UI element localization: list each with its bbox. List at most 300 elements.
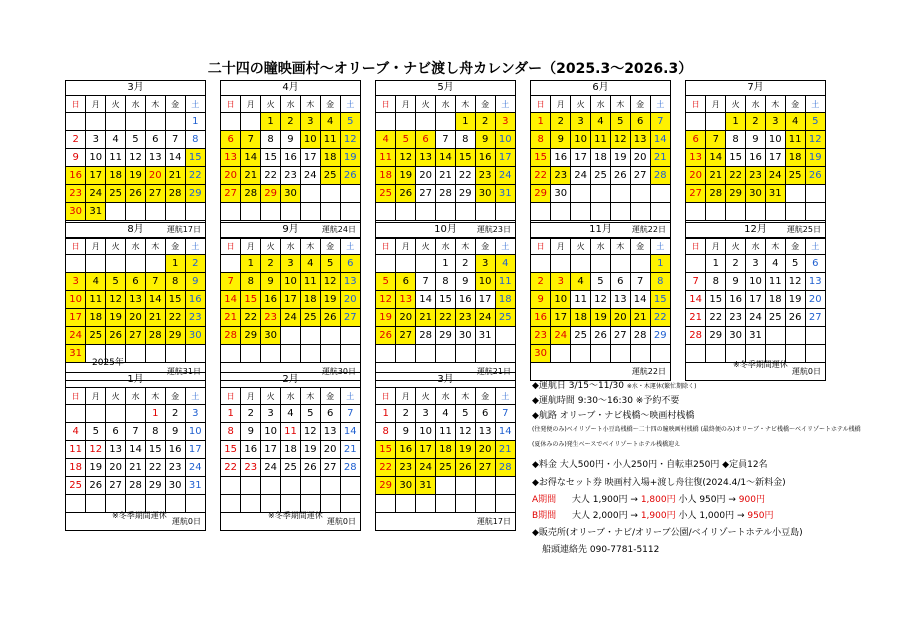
day-cell: 9	[726, 273, 746, 291]
weekday-header: 土	[340, 238, 360, 255]
day-cell	[475, 495, 495, 513]
info-fare: ◆料金 大人500円・小人250円・自転車250円 ◆定員12名	[532, 460, 768, 470]
day-cell	[630, 255, 650, 273]
day-cell: 11	[106, 149, 126, 167]
month-calendar	[685, 80, 826, 239]
weekday-header: 金	[320, 388, 340, 405]
day-cell: 16	[66, 167, 86, 185]
day-cell: 15	[726, 149, 746, 167]
weekday-header: 土	[495, 96, 515, 113]
period-a-child-old: 小人 950円 →	[678, 495, 739, 505]
day-cell: 4	[591, 113, 611, 131]
week-row	[221, 327, 360, 345]
day-cell: 9	[165, 423, 185, 441]
weekday-header: 木	[455, 388, 475, 405]
day-cell	[261, 345, 281, 363]
week-row	[376, 459, 515, 477]
day-cell	[591, 345, 611, 363]
week-row	[531, 167, 670, 185]
operating-days-count: 運航0日	[171, 517, 201, 526]
weekday-header: 水	[281, 238, 301, 255]
operating-days-count: 運航30日	[321, 367, 356, 376]
day-cell	[746, 203, 766, 221]
day-cell: 14	[340, 423, 360, 441]
month-header: 2月	[221, 373, 360, 388]
weekday-header: 月	[551, 238, 571, 255]
day-cell	[706, 203, 726, 221]
day-cell: 21	[241, 167, 261, 185]
week-row	[376, 291, 515, 309]
day-cell: 14	[686, 291, 706, 309]
day-cell	[610, 345, 630, 363]
week-row	[531, 131, 670, 149]
day-cell: 16	[261, 291, 281, 309]
day-cell	[106, 203, 126, 221]
day-cell: 30	[281, 185, 301, 203]
info-set-ticket: ◆お得なセット券 映画村入場+渡し舟往復(2024.4/1〜新料金)	[532, 478, 786, 488]
day-cell: 25	[785, 167, 805, 185]
day-cell	[551, 203, 571, 221]
day-cell: 27	[126, 327, 146, 345]
day-cell: 27	[320, 459, 340, 477]
day-cell	[591, 185, 611, 203]
info-hours: ◆運航時間 9:30〜16:30 ※予約不要	[532, 396, 680, 406]
day-cell: 24	[261, 459, 281, 477]
weekday-header: 土	[495, 238, 515, 255]
day-cell	[241, 345, 261, 363]
day-cell: 20	[396, 309, 416, 327]
day-cell	[126, 203, 146, 221]
weekday-header: 月	[86, 238, 106, 255]
day-cell: 19	[805, 149, 825, 167]
month-calendar	[685, 222, 826, 381]
day-cell: 21	[416, 309, 436, 327]
day-cell: 27	[396, 327, 416, 345]
day-cell: 12	[86, 441, 106, 459]
day-cell: 14	[165, 149, 185, 167]
day-cell: 4	[785, 113, 805, 131]
day-cell: 25	[436, 459, 456, 477]
day-cell: 4	[106, 131, 126, 149]
day-cell: 10	[495, 131, 515, 149]
month-calendar	[65, 372, 206, 531]
day-cell	[86, 113, 106, 131]
week-row	[221, 167, 360, 185]
weekday-header: 日	[66, 238, 86, 255]
day-cell	[591, 255, 611, 273]
day-cell: 12	[805, 131, 825, 149]
weekday-header: 土	[650, 96, 670, 113]
day-cell: 20	[610, 309, 630, 327]
week-row	[221, 459, 360, 477]
day-cell	[376, 495, 396, 513]
weekday-header: 日	[686, 96, 706, 113]
day-cell: 28	[416, 327, 436, 345]
day-cell: 16	[185, 291, 205, 309]
day-cell: 14	[221, 291, 241, 309]
day-cell: 14	[495, 423, 515, 441]
day-cell: 23	[531, 327, 551, 345]
day-cell: 11	[785, 131, 805, 149]
day-cell: 15	[185, 149, 205, 167]
weekday-header: 水	[746, 96, 766, 113]
day-cell: 7	[686, 273, 706, 291]
week-row	[66, 273, 205, 291]
day-cell: 21	[145, 309, 165, 327]
day-cell: 26	[805, 167, 825, 185]
day-cell: 21	[706, 167, 726, 185]
day-cell: 11	[300, 273, 320, 291]
day-cell: 8	[650, 273, 670, 291]
day-cell: 23	[396, 459, 416, 477]
month-header: 9月	[221, 223, 360, 238]
weekday-header: 金	[165, 388, 185, 405]
day-cell: 27	[805, 309, 825, 327]
day-cell	[765, 203, 785, 221]
day-cell: 10	[66, 291, 86, 309]
period-b-label: B期間	[532, 511, 557, 521]
day-cell: 23	[726, 309, 746, 327]
weekday-header: 水	[591, 96, 611, 113]
week-row	[66, 185, 205, 203]
week-row	[66, 327, 205, 345]
week-row	[376, 327, 515, 345]
day-cell: 1	[650, 255, 670, 273]
day-cell	[376, 255, 396, 273]
weekday-header: 月	[551, 96, 571, 113]
day-cell: 13	[126, 291, 146, 309]
day-cell: 4	[495, 255, 515, 273]
day-cell: 15	[455, 149, 475, 167]
day-cell: 29	[706, 327, 726, 345]
week-row	[66, 131, 205, 149]
day-cell: 20	[630, 149, 650, 167]
day-cell: 13	[475, 423, 495, 441]
day-cell: 25	[300, 309, 320, 327]
month-header: 10月	[376, 223, 515, 238]
weekday-header: 火	[416, 96, 436, 113]
day-cell: 28	[221, 327, 241, 345]
day-cell	[221, 495, 241, 513]
day-cell	[785, 327, 805, 345]
day-cell	[145, 345, 165, 363]
day-cell: 3	[571, 113, 591, 131]
day-cell: 1	[185, 113, 205, 131]
day-cell: 15	[261, 149, 281, 167]
day-cell: 14	[126, 441, 146, 459]
day-cell: 9	[746, 131, 766, 149]
day-cell	[126, 255, 146, 273]
week-row	[686, 131, 825, 149]
day-cell: 5	[455, 405, 475, 423]
day-cell: 11	[376, 149, 396, 167]
weekday-header: 土	[650, 238, 670, 255]
day-cell: 26	[591, 327, 611, 345]
day-cell: 18	[106, 167, 126, 185]
week-row	[686, 273, 825, 291]
day-cell: 7	[630, 273, 650, 291]
day-cell: 18	[571, 309, 591, 327]
week-row	[66, 441, 205, 459]
day-cell: 28	[706, 185, 726, 203]
day-cell	[785, 345, 805, 363]
day-cell: 5	[785, 255, 805, 273]
week-row	[221, 203, 360, 221]
day-cell: 24	[551, 327, 571, 345]
week-row	[221, 149, 360, 167]
day-cell: 9	[455, 273, 475, 291]
month-calendar	[220, 372, 361, 531]
day-cell: 15	[165, 291, 185, 309]
day-cell: 1	[436, 255, 456, 273]
day-cell	[571, 185, 591, 203]
day-cell	[340, 203, 360, 221]
day-cell: 4	[376, 131, 396, 149]
week-row	[531, 255, 670, 273]
week-row	[686, 309, 825, 327]
day-cell: 26	[376, 327, 396, 345]
day-cell: 4	[571, 273, 591, 291]
weekday-header: 火	[571, 238, 591, 255]
day-cell: 24	[495, 167, 515, 185]
day-cell: 25	[106, 185, 126, 203]
week-row	[221, 441, 360, 459]
day-cell: 7	[221, 273, 241, 291]
day-cell: 6	[106, 423, 126, 441]
day-cell: 22	[531, 167, 551, 185]
weekday-header: 金	[475, 238, 495, 255]
day-cell: 30	[475, 185, 495, 203]
day-cell: 29	[531, 185, 551, 203]
weekday-header: 月	[706, 238, 726, 255]
weekday-header: 日	[531, 238, 551, 255]
day-cell: 9	[551, 131, 571, 149]
day-cell	[571, 203, 591, 221]
weekday-header: 土	[185, 96, 205, 113]
week-row	[221, 309, 360, 327]
day-cell: 8	[455, 131, 475, 149]
day-cell: 7	[145, 273, 165, 291]
day-cell	[610, 185, 630, 203]
day-cell: 4	[436, 405, 456, 423]
week-row	[221, 113, 360, 131]
day-cell	[320, 345, 340, 363]
day-cell: 22	[376, 459, 396, 477]
day-cell	[281, 477, 301, 495]
day-cell: 1	[455, 113, 475, 131]
weekday-header: 土	[805, 96, 825, 113]
day-cell	[185, 345, 205, 363]
day-cell: 2	[551, 113, 571, 131]
day-cell: 21	[630, 309, 650, 327]
day-cell: 28	[340, 459, 360, 477]
day-cell: 17	[300, 149, 320, 167]
day-cell: 17	[185, 441, 205, 459]
day-cell	[495, 477, 515, 495]
day-cell: 19	[455, 441, 475, 459]
weekday-header: 金	[320, 238, 340, 255]
period-b-adult-old: 大人 2,000円 →	[571, 511, 641, 521]
day-cell: 25	[376, 185, 396, 203]
week-row	[376, 185, 515, 203]
day-cell: 29	[376, 477, 396, 495]
day-cell	[185, 495, 205, 513]
day-cell	[165, 495, 185, 513]
day-cell: 2	[241, 405, 261, 423]
week-row	[376, 131, 515, 149]
day-cell: 26	[396, 185, 416, 203]
period-b-adult-new: 1,900円	[640, 511, 676, 521]
week-row	[376, 273, 515, 291]
day-cell: 19	[340, 149, 360, 167]
day-cell: 1	[531, 113, 551, 131]
day-cell: 25	[765, 309, 785, 327]
day-cell	[300, 477, 320, 495]
day-cell: 20	[805, 291, 825, 309]
day-cell: 6	[610, 273, 630, 291]
day-cell: 8	[241, 273, 261, 291]
day-cell: 8	[165, 273, 185, 291]
page-title: 二十四の瞳映画村〜オリーブ・ナビ渡し舟カレンダー（2025.3〜2026.3）	[207, 61, 693, 77]
day-cell: 16	[455, 291, 475, 309]
weekday-header: 金	[630, 96, 650, 113]
day-cell: 3	[86, 131, 106, 149]
day-cell	[320, 477, 340, 495]
day-cell: 28	[686, 327, 706, 345]
day-cell	[630, 185, 650, 203]
weekday-header: 日	[376, 238, 396, 255]
day-cell: 13	[320, 423, 340, 441]
day-cell: 21	[221, 309, 241, 327]
day-cell	[650, 203, 670, 221]
day-cell	[475, 345, 495, 363]
day-cell: 7	[436, 131, 456, 149]
day-cell: 12	[610, 131, 630, 149]
day-cell: 5	[610, 113, 630, 131]
day-cell	[261, 477, 281, 495]
day-cell: 31	[765, 185, 785, 203]
day-cell	[610, 255, 630, 273]
week-row	[221, 255, 360, 273]
week-row	[221, 477, 360, 495]
week-row	[531, 273, 670, 291]
day-cell: 22	[706, 309, 726, 327]
day-cell: 13	[396, 291, 416, 309]
day-cell: 7	[495, 405, 515, 423]
day-cell	[320, 327, 340, 345]
day-cell: 16	[726, 291, 746, 309]
day-cell: 7	[241, 131, 261, 149]
day-cell: 8	[376, 423, 396, 441]
day-cell: 26	[340, 167, 360, 185]
day-cell: 3	[765, 113, 785, 131]
day-cell: 25	[591, 167, 611, 185]
day-cell: 18	[320, 149, 340, 167]
week-row	[531, 203, 670, 221]
week-row	[376, 405, 515, 423]
week-row	[221, 291, 360, 309]
day-cell: 8	[145, 423, 165, 441]
day-cell: 10	[416, 423, 436, 441]
day-cell: 15	[531, 149, 551, 167]
day-cell: 16	[281, 149, 301, 167]
day-cell: 3	[66, 273, 86, 291]
day-cell: 28	[145, 327, 165, 345]
weekday-header: 日	[221, 96, 241, 113]
day-cell	[221, 477, 241, 495]
day-cell: 2	[165, 405, 185, 423]
day-cell: 30	[455, 327, 475, 345]
day-cell: 8	[436, 273, 456, 291]
month-header: 6月	[531, 81, 670, 96]
day-cell: 18	[281, 441, 301, 459]
day-cell: 30	[185, 327, 205, 345]
weekday-header: 水	[126, 238, 146, 255]
day-cell	[686, 203, 706, 221]
weekday-header: 日	[66, 96, 86, 113]
weekday-header: 金	[630, 238, 650, 255]
day-cell	[765, 327, 785, 345]
day-cell: 26	[610, 167, 630, 185]
week-row	[686, 327, 825, 345]
week-row	[531, 149, 670, 167]
day-cell: 22	[455, 167, 475, 185]
day-cell: 18	[495, 291, 515, 309]
operating-days-count: 運航31日	[166, 367, 201, 376]
day-cell	[650, 345, 670, 363]
day-cell: 7	[165, 131, 185, 149]
day-cell: 3	[416, 405, 436, 423]
week-row	[531, 185, 670, 203]
week-row	[66, 405, 205, 423]
day-cell: 3	[746, 255, 766, 273]
day-cell: 25	[320, 167, 340, 185]
day-cell: 9	[261, 273, 281, 291]
day-cell: 6	[221, 131, 241, 149]
day-cell: 11	[66, 441, 86, 459]
day-cell	[436, 345, 456, 363]
info-text: ◆運航日 3/15〜11/30	[532, 381, 624, 391]
day-cell: 1	[706, 255, 726, 273]
day-cell	[165, 113, 185, 131]
day-cell: 2	[531, 273, 551, 291]
weekday-header: 木	[765, 238, 785, 255]
weekday-header: 土	[495, 388, 515, 405]
operating-days-count: 運航22日	[631, 367, 666, 376]
day-cell: 2	[185, 255, 205, 273]
day-cell: 10	[86, 149, 106, 167]
day-cell	[455, 495, 475, 513]
day-cell: 20	[106, 459, 126, 477]
day-cell: 23	[551, 167, 571, 185]
day-cell	[551, 345, 571, 363]
day-cell	[106, 405, 126, 423]
weekday-header: 火	[416, 238, 436, 255]
day-cell: 15	[221, 441, 241, 459]
day-cell: 17	[66, 309, 86, 327]
day-cell: 10	[185, 423, 205, 441]
day-cell: 2	[281, 113, 301, 131]
weekday-header: 火	[261, 238, 281, 255]
day-cell: 11	[86, 291, 106, 309]
day-cell: 24	[86, 185, 106, 203]
weekday-header: 月	[396, 96, 416, 113]
weekday-header: 土	[185, 238, 205, 255]
day-cell: 19	[86, 459, 106, 477]
day-cell: 22	[726, 167, 746, 185]
week-row	[686, 167, 825, 185]
weekday-header: 月	[86, 96, 106, 113]
